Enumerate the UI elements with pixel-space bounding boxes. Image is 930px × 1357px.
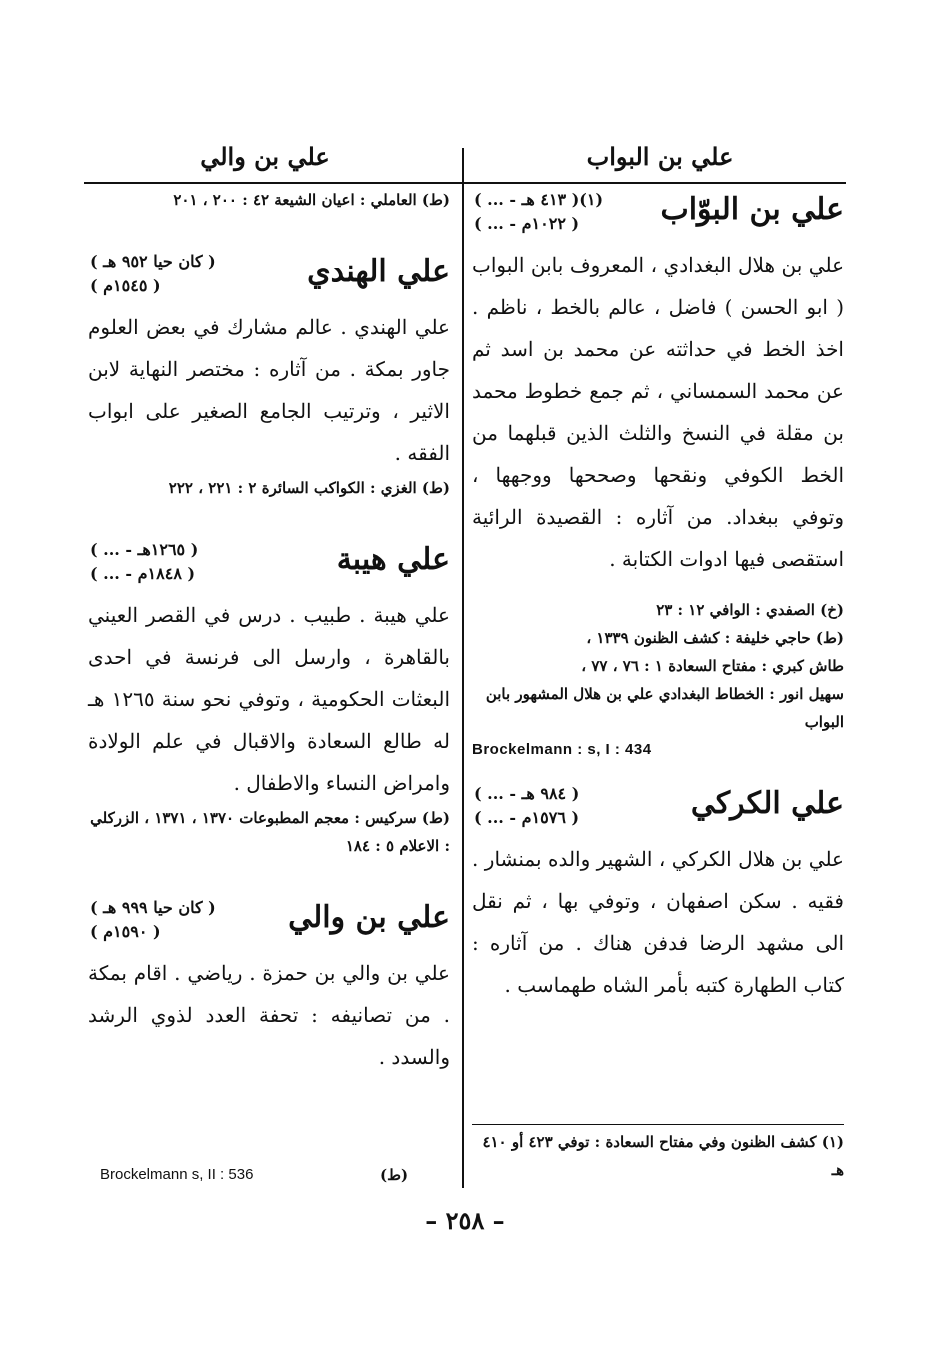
entry-text: علي بن هلال البغدادي ، المعروف بابن البواب ( ابو الحسن ) فاضل ، عالم بالخط ، ناظم . اخذ الخط في حداثته عن محمد بن اسد ثم عن محمد السمساني ، ثم جمع خطوط محمد بن مقلة في النسخ والثلث الذين قبلهما من الخط الكوفي ونقحها وصححها ووجهها ، وتوفي ببغداد. من آثاره : القصيدة الرائية استقصى فيها ادوات الكتابة . [472,253,844,571]
dates-gregorian: ( ... - ١٨٤٨م ) [90,564,196,583]
reference-line: (خ) الصفدي : الوافي ١٢ : ٢٣ [656,601,844,619]
entry-text: علي بن والي بن حمزة . رياضي . اقام بمكة . من تصانيفه : تحفة العدد لذوي الرشد والسدد . [88,961,450,1069]
reference-line: سهيل انور : الخطاط البغدادي علي بن هلال المشهور بابن البواب [485,685,844,731]
entry-name: علي بن البوّاب [660,192,844,227]
entry-dates [90,250,216,298]
entry-dates [90,538,198,586]
reference-line: (ط) الغزي : الكواكب السائرة ٢ : ٢٢١ ، ٢٢٢ [168,479,450,497]
entry-dates [90,896,216,944]
entry-dates [474,782,579,830]
running-header-right: علي بن البواب [586,142,734,171]
footnote-rule [472,1124,844,1125]
entry-name: علي الهندي [307,254,450,289]
right-column [472,186,844,1006]
dates-hijri: ( ... - ٤١٣ هـ )(١) [474,190,604,209]
entry-heading [472,780,844,838]
dates-gregorian: ( ١٥٩٠م ) [90,922,161,941]
dates-gregorian: ( ... - ١٥٧٦م ) [474,808,580,827]
entry-text: علي بن هلال الكركي ، الشهير والده بمنشار . فقيه . سكن اصفهان ، وتوفي بها ، ثم نقل الى مشهد الرضا فدفن هناك . من آثاره : كتاب الطهارة كتبه بأمر الشاه طهماسب . [472,847,844,997]
entry-name: علي الكركي [690,786,844,821]
entry-name: علي هيبة [336,542,450,577]
footnote: (١) كشف الظنون وفي مفتاح السعادة : توفي ٤٢٣ أو ٤١٠ هـ [482,1133,844,1179]
running-header-left: علي بن والي [200,142,330,171]
entry-heading [88,248,450,306]
latin-reference: Brockelmann : s, I : 434 [472,741,652,758]
latin-reference: Brockelmann s, II : 536 [100,1166,254,1183]
entry-text: علي هيبة . طبيب . درس في القصر العيني بالقاهرة ، وارسل الى فرنسة في احدى البعثات الحكومية ، وتوفي نحو سنة ١٢٦٥ هـ له طالع السعادة والاقبال في علم الولادة وامراض النساء والاطفال . [88,603,450,795]
entry-text: علي الهندي . عالم مشارك في بعض العلوم جاور بمكة . من آثاره : مختصر النهاية لابن الاثير ، وترتيب الجامع الصغير على ابواب الفقه . [88,315,450,465]
reference-line: (ط) حاجي خليفة : كشف الظنون ١٣٣٩ ، [586,629,844,647]
page-number: – ٢٥٨ – [425,1206,505,1235]
dates-gregorian: ( ... - ١٠٢٢م ) [474,214,580,233]
bottom-reference [100,1166,440,1183]
reference-line: (ط) العاملي : اعيان الشيعة ٤٢ : ٢٠٠ ، ٢٠١ [173,191,450,209]
entry-heading [88,894,450,952]
dates-hijri: ( كان حيا ٩٥٢ هـ ) [90,252,216,271]
entry-dates [474,188,603,236]
dates-hijri: ( ... - ١٢٦٥هـ ) [90,540,199,559]
column-divider [462,148,464,1188]
left-column [88,186,450,1078]
reference-mark: (ط) [380,1166,409,1184]
reference-line: طاش كبري : مفتاح السعادة ١ : ٧٦ ، ٧٧ ، [581,657,844,675]
entry-name: علي بن والي [288,900,450,935]
dates-gregorian: ( ١٥٤٥م ) [90,276,161,295]
dates-hijri: ( ... - ٩٨٤ هـ ) [474,784,580,803]
dates-hijri: ( كان حيا ٩٩٩ هـ ) [90,898,216,917]
entry-heading [472,186,844,244]
entry-heading [88,536,450,594]
reference-line: (ط) سركيس : معجم المطبوعات ١٣٧٠ ، ١٣٧١ ، الزركلي : الاعلام ٥ : ١٨٤ [90,809,450,855]
header-rule [84,182,846,184]
